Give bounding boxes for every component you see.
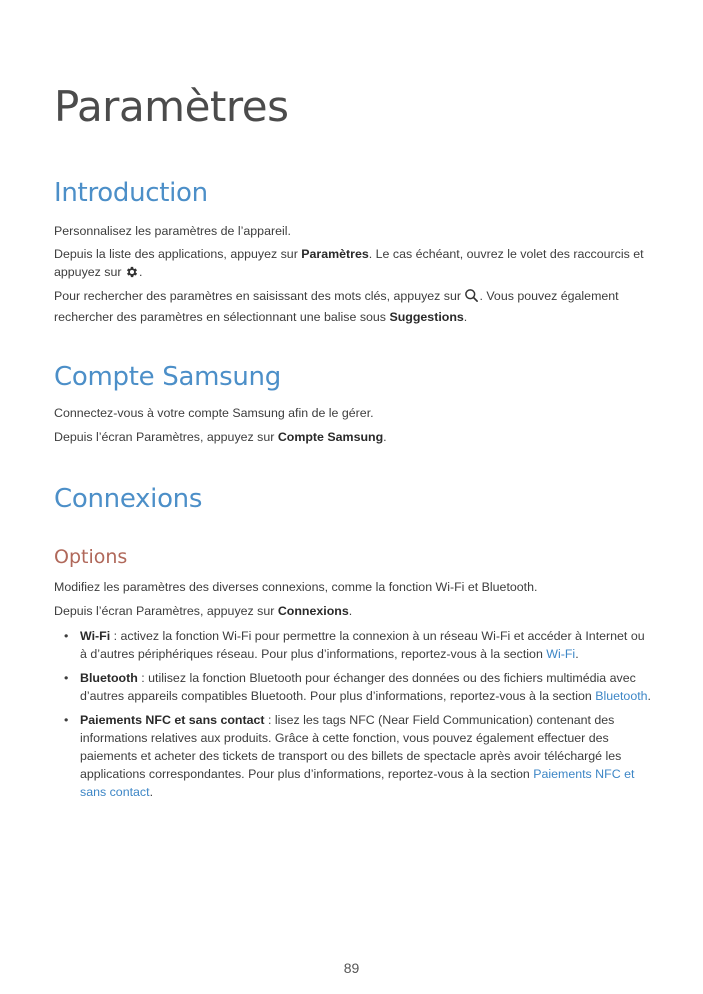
section-heading-connexions: Connexions xyxy=(54,484,203,514)
search-icon xyxy=(464,288,479,308)
page-number: 89 xyxy=(343,960,360,976)
list-item: • Wi-Fi : activez la fonction Wi-Fi pour permettre la connexion à un réseau Wi-Fi et accéder à Internet ou à d’autres périphériques réseau. Pour plus d’informations, reportez-vous à la section Wi-Fi. xyxy=(64,629,645,661)
section-heading-introduction: Introduction xyxy=(54,178,208,208)
intro-paragraph-2: Depuis la liste des applications, appuyez sur Paramètres. Le cas échéant, ouvrez le volet des raccourcis et appuyez sur . xyxy=(54,245,644,284)
intro-paragraph-1: Personnalisez les paramètres de l’appareil. xyxy=(54,224,291,238)
link-paiements-nfc[interactable]: Paiements NFC et sans contact xyxy=(80,767,635,799)
link-wifi[interactable]: Wi-Fi xyxy=(546,647,576,661)
intro-paragraph-3: Pour rechercher des paramètres en saisissant des mots clés, appuyez sur . Vous pouvez également rechercher des paramètres en sélectionnant une balise sous Suggestions. xyxy=(54,289,619,324)
samsung-paragraph-2: Depuis l’écran Paramètres, appuyez sur Compte Samsung. xyxy=(54,430,387,444)
gear-icon xyxy=(125,265,139,284)
list-item: • Bluetooth : utilisez la fonction Bluetooth pour échanger des données ou des fichiers multimédia avec d’autres appareils compatibles Bluetooth. Pour plus d’informations, reportez-vous à la section Bluetooth. xyxy=(64,671,651,703)
settings-app-name: Paramètres xyxy=(301,247,369,261)
link-bluetooth[interactable]: Bluetooth xyxy=(595,689,648,703)
options-bullet-list xyxy=(54,627,654,807)
section-heading-compte-samsung: Compte Samsung xyxy=(54,362,281,392)
connexions-paragraph-1: Modifiez les paramètres des diverses connexions, comme la fonction Wi-Fi et Bluetooth. xyxy=(54,580,538,594)
subsection-heading-options: Options xyxy=(54,546,128,568)
page-title: Paramètres xyxy=(54,82,289,131)
list-item: • Paiements NFC et sans contact : lisez les tags NFC (Near Field Communication) contenant des informations relatives aux produits. Grâce à cette fonction, vous pouvez également effectuer des paiements et acheter des tickets de transport ou des billets de spectacle après avoir téléchargé les applications correspondantes. Pour plus d’informations, reportez-vous à la section Paiements NFC et sans contact. xyxy=(64,713,635,799)
samsung-paragraph-1: Connectez-vous à votre compte Samsung afin de le gérer. xyxy=(54,406,374,420)
connexions-paragraph-2: Depuis l’écran Paramètres, appuyez sur Connexions. xyxy=(54,604,353,618)
